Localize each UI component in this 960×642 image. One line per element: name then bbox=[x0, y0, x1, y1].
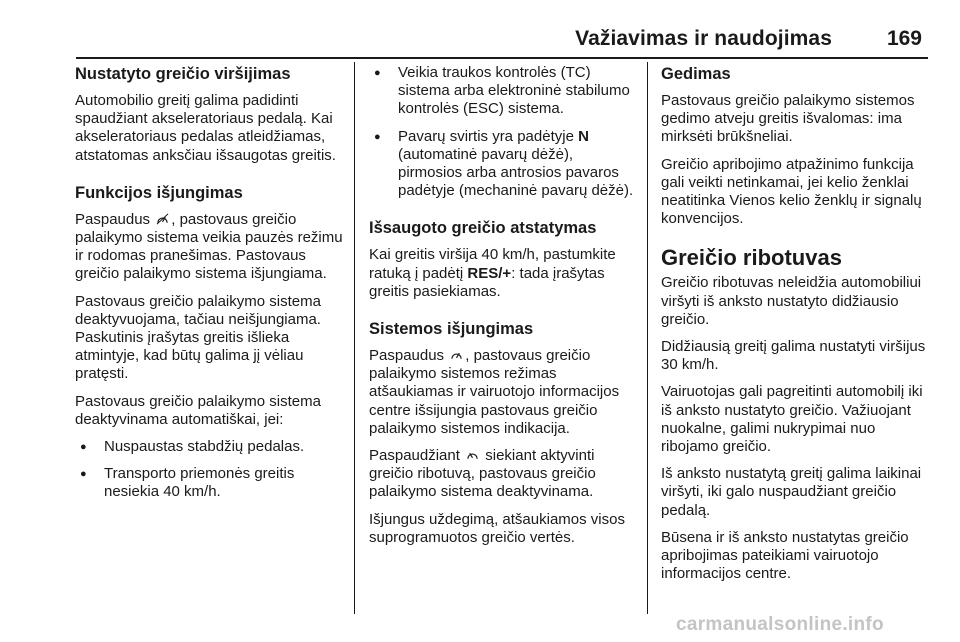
paragraph bbox=[369, 347, 637, 438]
section-heading: Nustatyto greičio viršijimas bbox=[75, 65, 291, 83]
section-heading: Sistemos išjungimas bbox=[369, 320, 534, 339]
bullet-list bbox=[369, 64, 637, 200]
page-title: Važiavimas ir naudojimas bbox=[575, 27, 832, 50]
text: siekiant aktyvinti greičio ribotuvą, pastovaus greičio palaikymo sistema deaktyvinama. bbox=[369, 447, 596, 501]
paragraph bbox=[369, 447, 637, 502]
list-item bbox=[369, 128, 637, 201]
cruise-pause-icon bbox=[156, 213, 169, 225]
bullet-list bbox=[75, 438, 345, 502]
paragraph: Pastovaus greičio palaikymo sistemos gedimo atveju greitis išvalomas: ima mirksėti brūkšneliai. bbox=[661, 92, 915, 146]
watermark: carmanualsonline.info bbox=[676, 614, 884, 635]
paragraph bbox=[75, 211, 345, 284]
text: Pavarų svirtis yra padėtyje bbox=[398, 127, 574, 145]
list-item: ● Veikia traukos kontrolės (TC) sistema arba elektroninė stabilumo kontrolės (ESC) sistema. bbox=[369, 64, 637, 119]
paragraph: Didžiausią greitį galima nustatyti viršijus 30 km/h. bbox=[661, 338, 926, 374]
section-heading: Funkcijos išjungimas bbox=[75, 183, 243, 202]
text: Paspaudžiant bbox=[369, 447, 460, 465]
column-right bbox=[661, 64, 933, 592]
paragraph: Būsena ir iš anksto nustatytas greičio apribojimas pateikiami vairuotojo informacijos centre. bbox=[661, 528, 909, 583]
paragraph: Iš anksto nustatytą greitį galima laikinai viršyti, iki galo nuspaudžiant greičio pedalą. bbox=[661, 465, 922, 519]
text: Paspaudus bbox=[75, 210, 151, 228]
chapter-heading: Greičio ribotuvas bbox=[661, 245, 842, 271]
page-number: 169 bbox=[886, 27, 922, 50]
paragraph: Išjungus uždegimą, atšaukiamos visos suprogramuotos greičio vertės. bbox=[369, 510, 625, 546]
gear-position: N bbox=[578, 127, 589, 145]
text: , pastovaus greičio palaikymo sistemos režimas atšaukiamas ir vairuotojo informacijos centre išsijungia pastovaus greičio palaikymo sistemos indikacija. bbox=[369, 347, 620, 437]
column-left bbox=[75, 64, 345, 512]
switch-position: RES/+ bbox=[467, 264, 512, 282]
cruise-off-icon bbox=[450, 349, 463, 361]
speed-limiter-icon bbox=[466, 449, 479, 461]
list-item: ● Transporto priemonės greitis nesiekia 40 km/h. bbox=[75, 465, 345, 501]
paragraph: Automobilio greitį galima padidinti spaudžiant akseleratoriaus pedalą. Kai akseleratoriaus pedalas atleidžiamas, atstatomas anksčiau išsaugotas greitis. bbox=[75, 92, 336, 164]
paragraph bbox=[369, 246, 637, 301]
text: (automatinė pavarų dėžė), pirmosios arba antrosios pavaros padėtyje (mechaninė pavarų dėžė). bbox=[398, 145, 634, 200]
paragraph: Pastovaus greičio palaikymo sistema deaktyvinama automatiškai, jei: bbox=[75, 392, 321, 428]
paragraph: Vairuotojas gali pagreitinti automobilį iki iš anksto nustatyto greičio. Važiuojant nuokalne, galimi nukrypimai nuo ribojamo greičio. bbox=[661, 383, 923, 456]
list-item: ● Nuspaustas stabdžių pedalas. bbox=[75, 438, 345, 456]
column-middle bbox=[369, 64, 637, 556]
section-heading: Išsaugoto greičio atstatymas bbox=[369, 219, 597, 238]
paragraph: Greičio apribojimo atpažinimo funkcija gali veikti netinkamai, jei kelio ženklai neatitinka Vienos kelio ženklų ir signalų konvencijos. bbox=[661, 155, 922, 228]
paragraph: Pastovaus greičio palaikymo sistema deaktyvuojama, tačiau neišjungiama. Paskutinis įrašytas greitis išlieka atmintyje, kad būtų galima jį vėliau pratęsti. bbox=[75, 292, 321, 383]
paragraph: Greičio ribotuvas neleidžia automobiliui viršyti iš anksto nustatyto didžiausio greičio. bbox=[661, 274, 922, 328]
column-divider bbox=[354, 62, 355, 614]
text: : tada įrašytas greitis pasiekiamas. bbox=[369, 264, 605, 300]
text: Paspaudus bbox=[369, 347, 445, 365]
page-header bbox=[76, 27, 928, 59]
text: Kai greitis viršija 40 km/h, pastumkite ratuką į padėtį bbox=[369, 246, 616, 282]
section-heading: Gedimas bbox=[661, 65, 731, 83]
text: , pastovaus greičio palaikymo sistema veikia pauzės režimu ir rodomas pranešimas. Pastovaus greičio palaikymo sistema išjungiama. bbox=[75, 210, 343, 283]
column-divider bbox=[647, 62, 648, 614]
